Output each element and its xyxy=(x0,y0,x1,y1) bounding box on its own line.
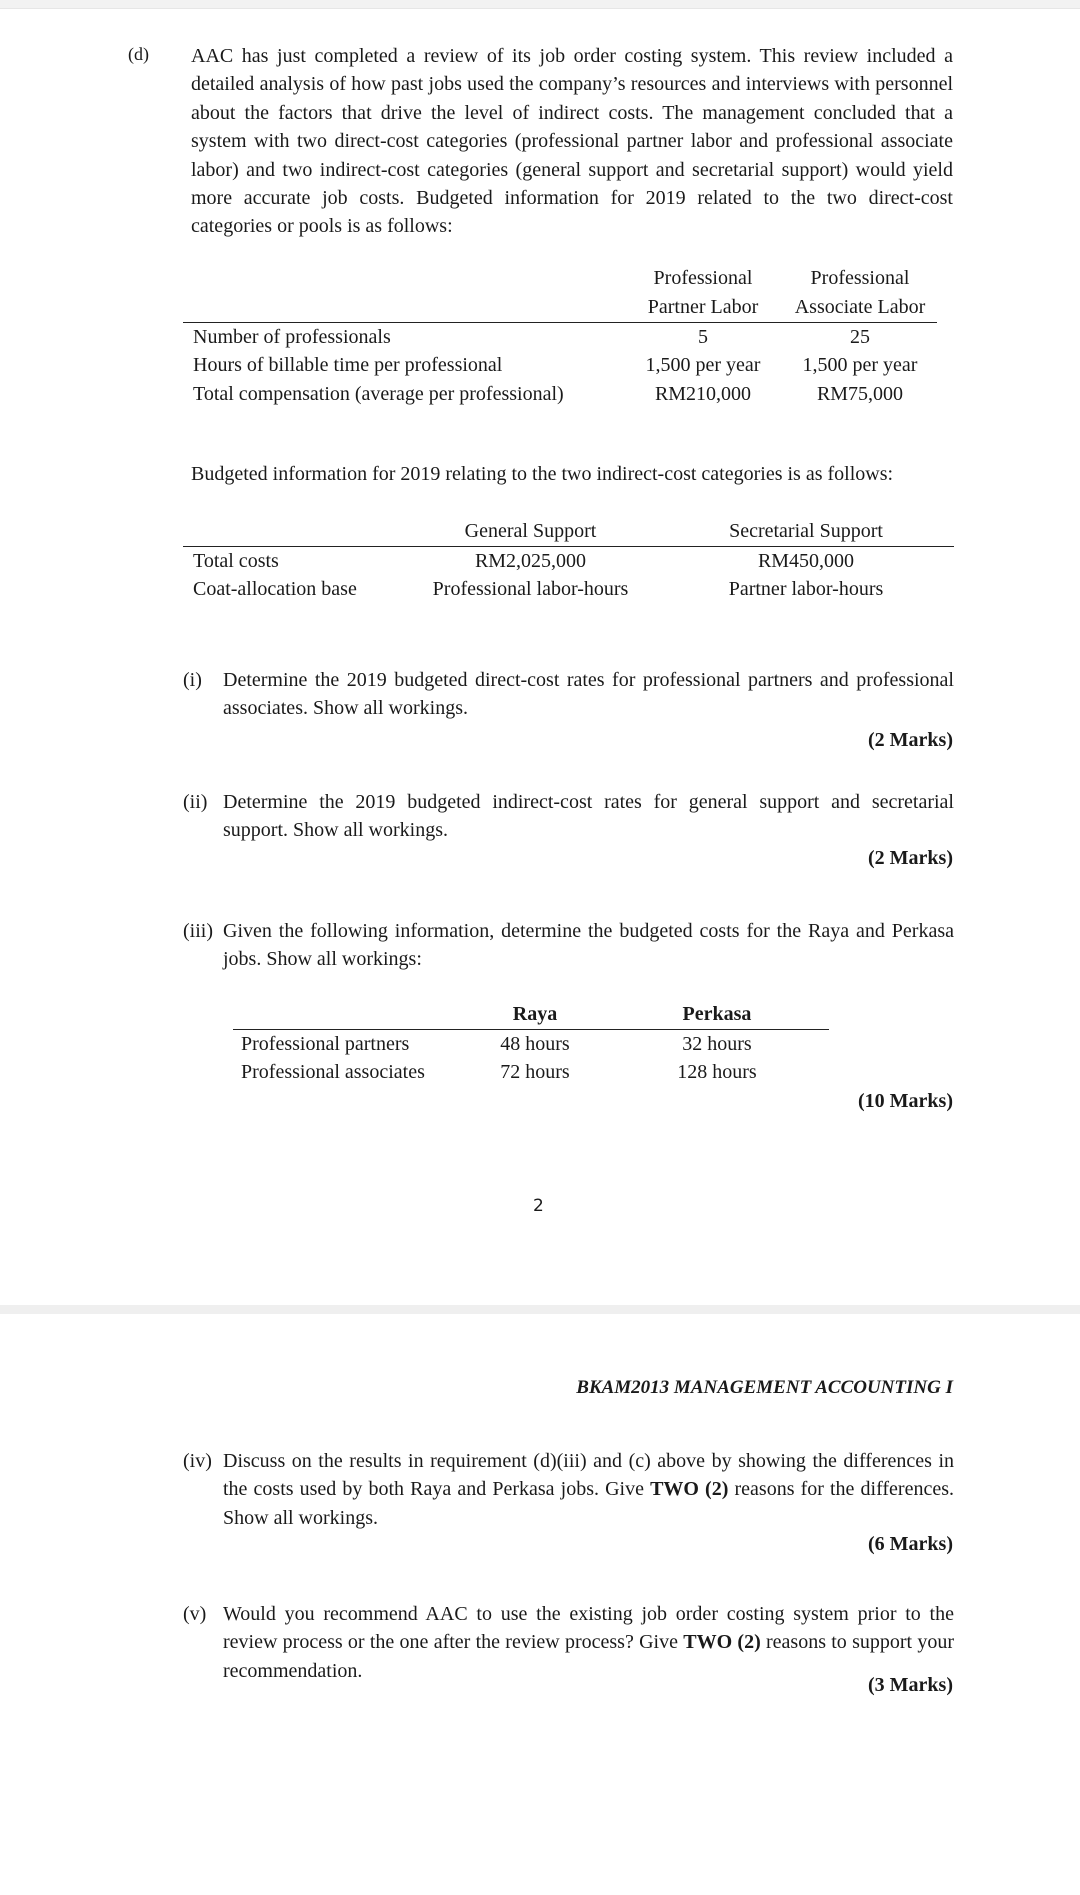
part-iv xyxy=(183,1447,954,1532)
table-row xyxy=(183,575,954,604)
part-text: Determine the 2019 budgeted direct-cost rates for professional partners and professional associates. Show all workings. xyxy=(223,669,954,720)
part-text: Discuss on the results in requirement (d)(iii) and (c) above by showing the differences in the costs used by both Raya and Perkasa jobs. Give TWO (2) reasons for the differences. Show all workings. xyxy=(223,1450,955,1529)
row-label: Number of professionals xyxy=(193,326,391,348)
row-label: Professional associates xyxy=(241,1061,425,1083)
row-label: Total compensation (average per professional) xyxy=(193,382,564,405)
table-row xyxy=(233,1058,829,1087)
page-break xyxy=(0,1305,1080,1314)
secretarial-value: RM450,000 xyxy=(757,549,855,572)
header-associate-line2: Associate Labor xyxy=(783,293,937,323)
row-label: Coat-allocation base xyxy=(193,578,357,600)
marks-part-iii: (10 Marks) xyxy=(858,1090,953,1112)
question-intro-paragraph: AAC has just completed a review of its job order costing system. This review included a detailed analysis of how past jobs used the company’s resources and interviews with personnel about the factors that drive the level of indirect costs. The management concluded that a system with two direct-cost categories (professional partner labor and professional associate labor) and two indirect-cost categories (general support and secretarial support) would yield more accurate job costs. Budgeted information for 2019 related to the two direct-cost categories or pools is as follows: xyxy=(191,45,953,238)
page-top-edge xyxy=(0,0,1080,9)
part-number: (v) xyxy=(183,1603,207,1625)
partner-value: 5 xyxy=(698,326,708,348)
perkasa-value: 128 hours xyxy=(677,1061,757,1083)
part-number: (ii) xyxy=(183,791,208,813)
row-label: Total costs xyxy=(193,549,279,572)
header-secretarial-support: Secretarial Support xyxy=(658,517,954,546)
part-number: (iii) xyxy=(183,920,213,942)
part-text: Determine the 2019 budgeted indirect-cost rates for general support and secretarial support. Show all workings. xyxy=(223,791,954,842)
part-text: Would you recommend AAC to use the existing job order costing system prior to the review process or the one after the review process? Give TWO (2) reasons to support your recommendation. xyxy=(223,1603,954,1682)
part-iii xyxy=(183,917,954,974)
marks-part-ii: (2 Marks) xyxy=(868,847,953,869)
marks-part-iv: (6 Marks) xyxy=(868,1533,953,1555)
header-partner-line1: Professional xyxy=(653,267,753,289)
associate-value: 25 xyxy=(850,326,870,348)
table-row xyxy=(183,546,954,575)
part-number: (iv) xyxy=(183,1450,212,1472)
question-label: (d) xyxy=(128,44,149,64)
indirect-intro: Budgeted information for 2019 relating to the two indirect-cost categories is as follows: xyxy=(191,463,894,485)
indirect-cost-table xyxy=(183,517,954,604)
part-number: (i) xyxy=(183,669,202,691)
running-header: BKAM2013 MANAGEMENT ACCOUNTING I xyxy=(576,1377,953,1398)
part-v xyxy=(183,1600,954,1685)
general-value: RM2,025,000 xyxy=(474,549,587,572)
perkasa-value: 32 hours xyxy=(682,1032,752,1055)
raya-value: 48 hours xyxy=(500,1032,570,1055)
part-ii xyxy=(183,788,954,845)
table-row xyxy=(183,380,937,408)
jobs-hours-table xyxy=(233,1000,829,1087)
marks-part-v: (3 Marks) xyxy=(868,1674,953,1696)
marks-part-i: (2 Marks) xyxy=(868,729,953,751)
header-perkasa: Perkasa xyxy=(605,1000,829,1029)
general-value: Professional labor-hours xyxy=(432,578,629,600)
direct-cost-table xyxy=(183,264,937,408)
table-row xyxy=(233,1029,829,1058)
header-partner-line2: Partner Labor xyxy=(623,293,783,323)
associate-value: RM75,000 xyxy=(816,382,904,405)
part-text: Given the following information, determine the budgeted costs for the Raya and Perkasa jobs. Show all workings: xyxy=(223,920,954,971)
partner-value: RM210,000 xyxy=(654,382,752,405)
row-label: Professional partners xyxy=(241,1032,410,1055)
table-row xyxy=(183,351,937,379)
row-label: Hours of billable time per professional xyxy=(193,354,503,377)
header-associate-line1: Professional xyxy=(810,267,910,289)
page-number: 2 xyxy=(533,1196,544,1216)
raya-value: 72 hours xyxy=(500,1061,570,1083)
header-raya: Raya xyxy=(465,1000,605,1029)
part-i xyxy=(183,666,954,723)
partner-value: 1,500 per year xyxy=(645,354,761,377)
associate-value: 1,500 per year xyxy=(802,354,918,377)
table-row xyxy=(183,323,937,352)
secretarial-value: Partner labor-hours xyxy=(728,578,884,600)
header-general-support: General Support xyxy=(403,517,658,546)
